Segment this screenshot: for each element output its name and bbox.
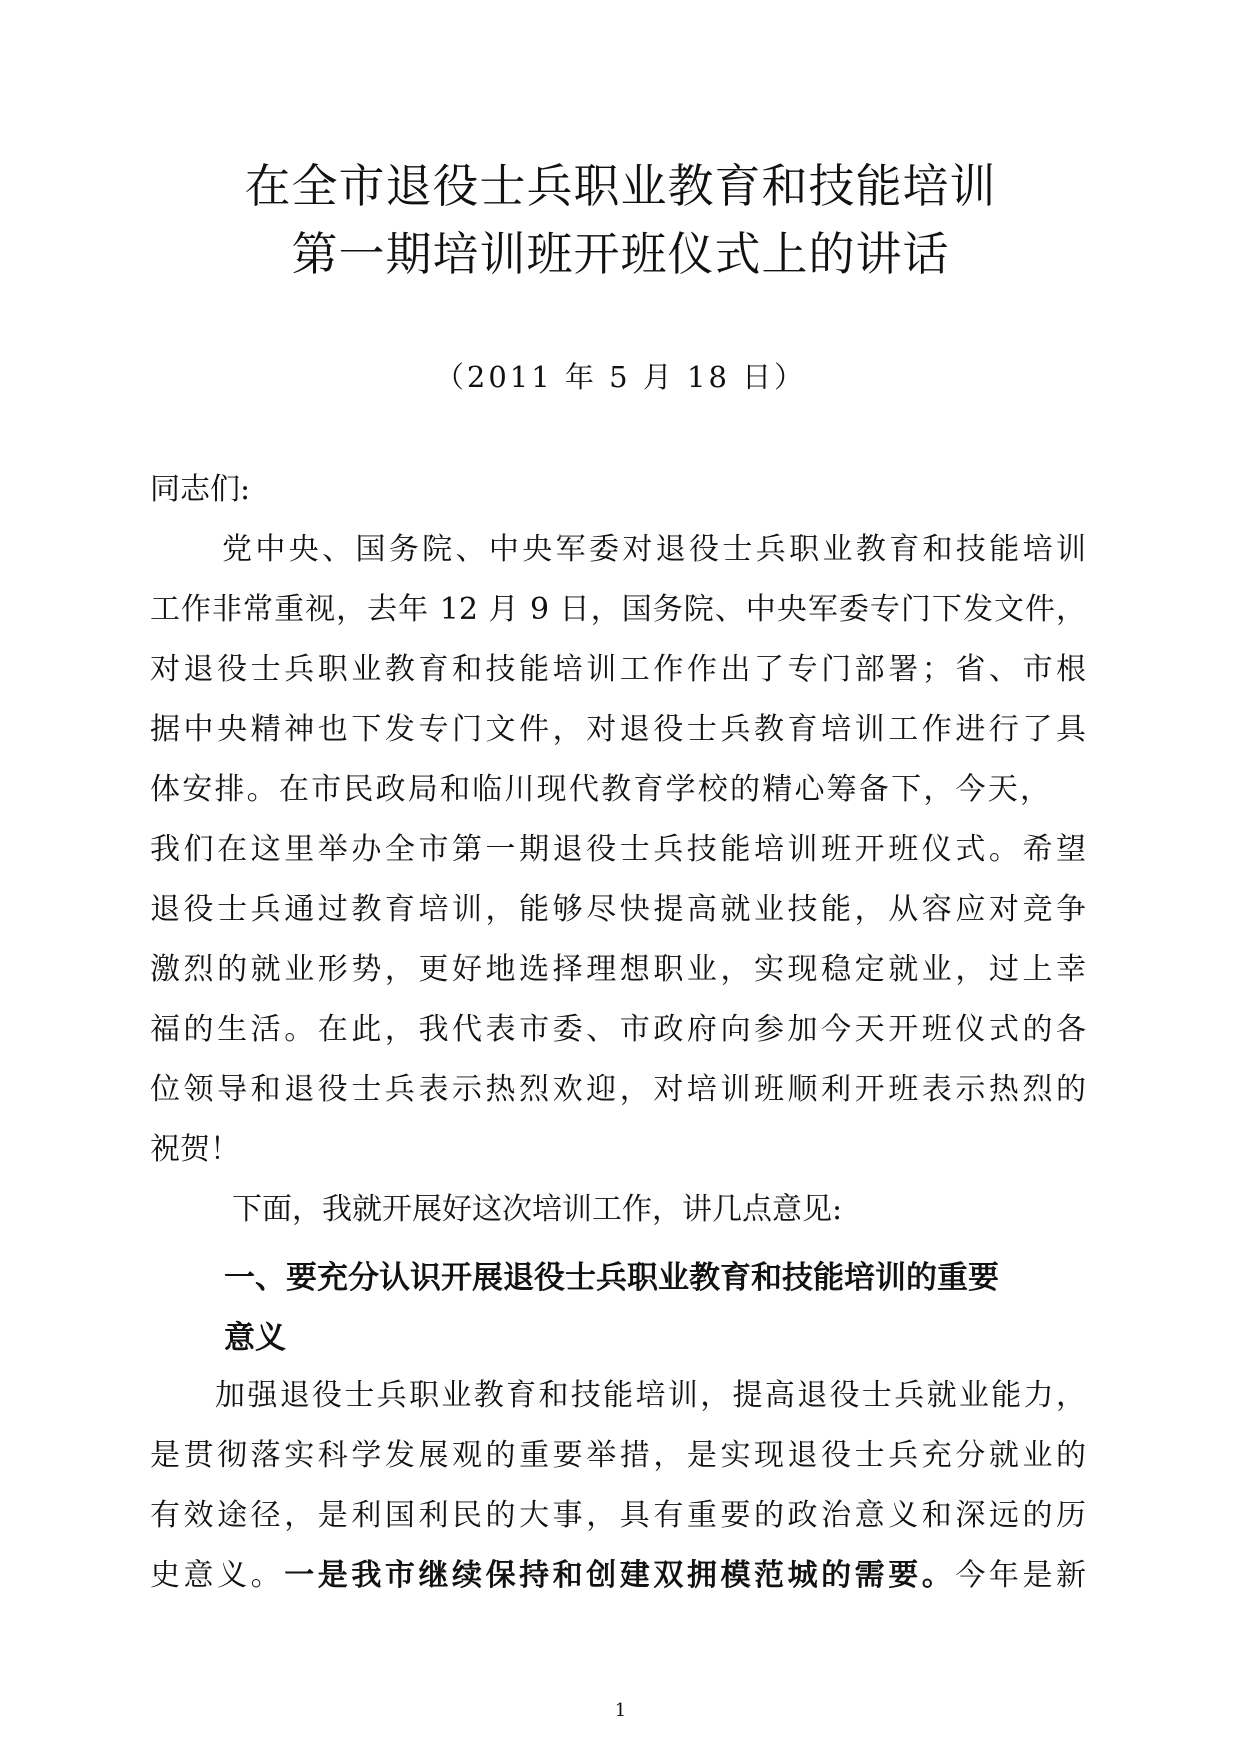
paragraph-line: 下面，我就开展好这次培训工作，讲几点意见:: [232, 1192, 843, 1227]
paragraph-line: 党中央、国务院、中央军委对退役士兵职业教育和技能培训: [222, 532, 1086, 567]
paragraph-line: 福的生活。在此，我代表市委、市政府向参加今天开班仪式的各: [150, 1012, 1086, 1047]
paragraph-line: 对退役士兵职业教育和技能培训工作作出了专门部署；省、市根: [150, 652, 1086, 687]
title-line-1: 在全市退役士兵职业教育和技能培训: [244, 159, 997, 213]
paragraph-line: 退役士兵通过教育培训，能够尽快提高就业技能，从容应对竞争: [150, 892, 1086, 927]
paragraph-line: 体安排。在市民政局和临川现代教育学校的精心筹备下，今天，: [150, 772, 1050, 807]
paragraph-line: 据中央精神也下发专门文件，对退役士兵教育培训工作进行了具: [150, 712, 1086, 747]
speech-date: （2011 年 5 月 18 日）: [434, 360, 807, 394]
section-heading-line-1: 一、要充分认识开展退役士兵职业教育和技能培训的重要: [224, 1260, 999, 1296]
paragraph-text: 今年是新: [955, 1558, 1087, 1593]
salutation: 同志们:: [150, 472, 251, 507]
paragraph-line: 我们在这里举办全市第一期退役士兵技能培训班开班仪式。希望: [150, 832, 1086, 867]
paragraph-line: 祝贺！: [150, 1132, 240, 1167]
paragraph-line: 有效途径，是利国利民的大事，具有重要的政治意义和深远的历: [150, 1498, 1086, 1533]
emphasis-point-one: 一是我市继续保持和创建双拥模范城的需要。: [284, 1558, 956, 1593]
paragraph-line: 激烈的就业形势，更好地选择理想职业，实现稳定就业，过上幸: [150, 952, 1086, 987]
page-number: 1: [614, 1700, 627, 1721]
paragraph-line: 加强退役士兵职业教育和技能培训，提高退役士兵就业能力，: [215, 1378, 1086, 1413]
paragraph-line: 位领导和退役士兵表示热烈欢迎，对培训班顺利开班表示热烈的: [150, 1072, 1086, 1107]
title-line-2: 第一期培训班开班仪式上的讲话: [291, 227, 950, 281]
paragraph-line: 是贯彻落实科学发展观的重要举措，是实现退役士兵充分就业的: [150, 1438, 1086, 1473]
paragraph-line: 工作非常重视，去年 12 月 9 日，国务院、中央军委专门下发文件，: [150, 592, 1086, 627]
paragraph-line: [150, 1558, 1086, 1594]
paragraph-text: 史意义。: [150, 1558, 285, 1593]
section-heading-line-2: 意义: [224, 1320, 286, 1356]
